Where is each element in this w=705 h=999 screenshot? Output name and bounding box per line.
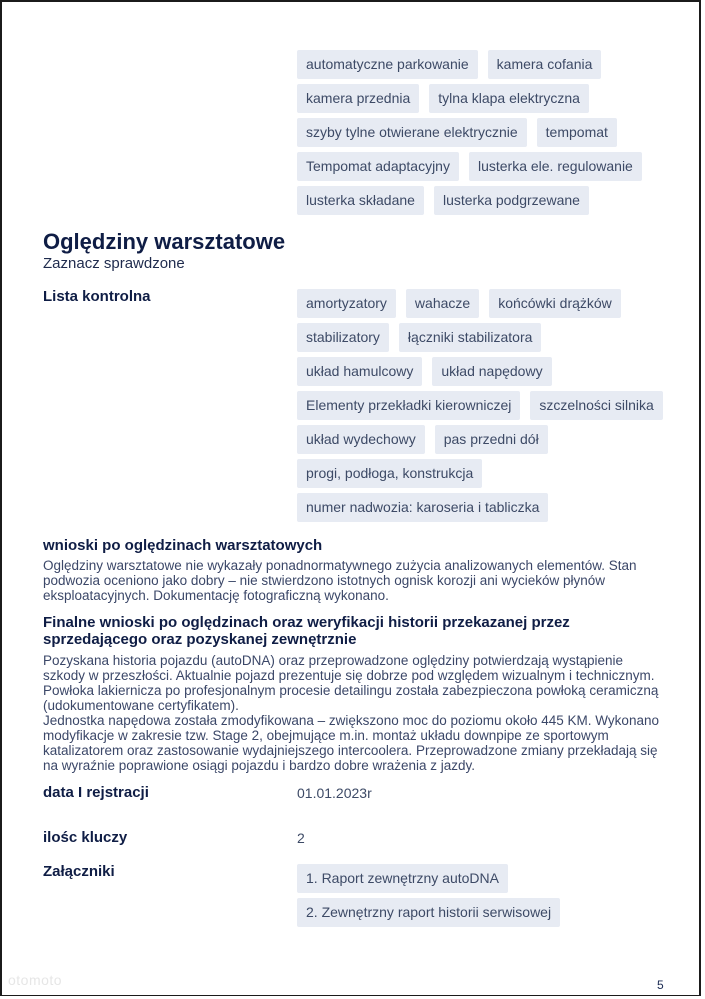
features-tag-list xyxy=(297,50,667,215)
final-conclusions-text xyxy=(43,653,668,773)
feature-tag: szyby tylne otwierane elektrycznie xyxy=(297,118,527,147)
feature-tag: tylna klapa elektryczna xyxy=(429,84,589,113)
feature-tag: lusterka składane xyxy=(297,186,424,215)
feature-tag: tempomat xyxy=(537,118,617,147)
checklist-tag: wahacze xyxy=(406,289,479,318)
checklist-tag: układ napędowy xyxy=(432,357,551,386)
final-paragraph-2: Jednostka napędowa została zmodyfikowana – zwiększono moc do poziomu około 445 KM. Wykonano modyfikacje w zakresie tzw. Stage 2, obejmujące m.in. montaż układu downpipe ze sportowym katalizatorem oraz zastosowanie wydajniejszego intercoolera. Przeprowadzone zmiany przekładają się na wyraźnie poprawione osiągi pojazdu i bardzo dobre wrażenia z jazdy. xyxy=(43,713,659,773)
feature-tag: lusterka podgrzewane xyxy=(434,186,589,215)
inspection-subtitle: Zaznacz sprawdzone xyxy=(43,255,185,272)
attachments-label: Załączniki xyxy=(43,863,115,880)
checklist-tag: łączniki stabilizatora xyxy=(399,323,542,352)
feature-tag: kamera cofania xyxy=(488,50,602,79)
conclusions-paragraph: Oględziny warsztatowe nie wykazały ponadnormatywnego zużycia analizowanych elementów. Stan podwozia oceniono jako dobry – nie stwierdzono istotnych ognisk korozji ani wycieków płynów eksploatacyjnych. Dokumentację fotograficzną wykonano. xyxy=(43,558,637,603)
page-number: 5 xyxy=(657,978,664,992)
attachment-link[interactable]: 1. Raport zewnętrzny autoDNA xyxy=(297,864,508,893)
final-conclusions-title: Finalne wnioski po oględzinach oraz weryfikacji historii przekazanej przez sprzedającego oraz pozyskanej zewnętrznie xyxy=(43,614,570,648)
final-paragraph-1: Pozyskana historia pojazdu (autoDNA) oraz przeprowadzone oględziny potwierdzają wystąpienie szkody w przeszłości. Aktualnie pojazd prezentuje się dobrze pod względem wizualnym i technicznym. Powłoka lakiernicza po profesjonalnym procesie detailingu została zabezpieczona powłoką ceramiczną (udokumentowane certyfikatem). xyxy=(43,653,659,713)
checklist-tag: Elementy przekładki kierowniczej xyxy=(297,391,520,420)
checklist-label: Lista kontrolna xyxy=(43,288,151,305)
watermark: otomoto xyxy=(8,972,63,988)
keys-label: ilośc kluczy xyxy=(43,829,128,846)
checklist-tag: pas przedni dół xyxy=(435,425,548,454)
conclusions-title: wnioski po oględzinach warsztatowych xyxy=(43,537,323,554)
inspection-title: Oględziny warsztatowe xyxy=(43,229,286,254)
checklist-tag: stabilizatory xyxy=(297,323,389,352)
registration-label: data I rejstracji xyxy=(43,784,149,801)
feature-tag: kamera przednia xyxy=(297,84,419,113)
feature-tag: Tempomat adaptacyjny xyxy=(297,152,459,181)
attachments-list xyxy=(297,864,667,927)
checklist-tag: końcówki drążków xyxy=(489,289,621,318)
registration-value: 01.01.2023r xyxy=(297,785,372,801)
keys-value: 2 xyxy=(297,830,305,846)
checklist-tag-list xyxy=(297,289,667,522)
checklist-tag: numer nadwozia: karoseria i tabliczka xyxy=(297,493,548,522)
checklist-tag: amortyzatory xyxy=(297,289,396,318)
checklist-tag: układ hamulcowy xyxy=(297,357,422,386)
conclusions-text xyxy=(43,558,668,603)
feature-tag: lusterka ele. regulowanie xyxy=(469,152,642,181)
attachment-link[interactable]: 2. Zewnętrzny raport historii serwisowej xyxy=(297,898,560,927)
feature-tag: automatyczne parkowanie xyxy=(297,50,478,79)
checklist-tag: szczelności silnika xyxy=(530,391,662,420)
checklist-tag: progi, podłoga, konstrukcja xyxy=(297,459,482,488)
checklist-tag: układ wydechowy xyxy=(297,425,425,454)
